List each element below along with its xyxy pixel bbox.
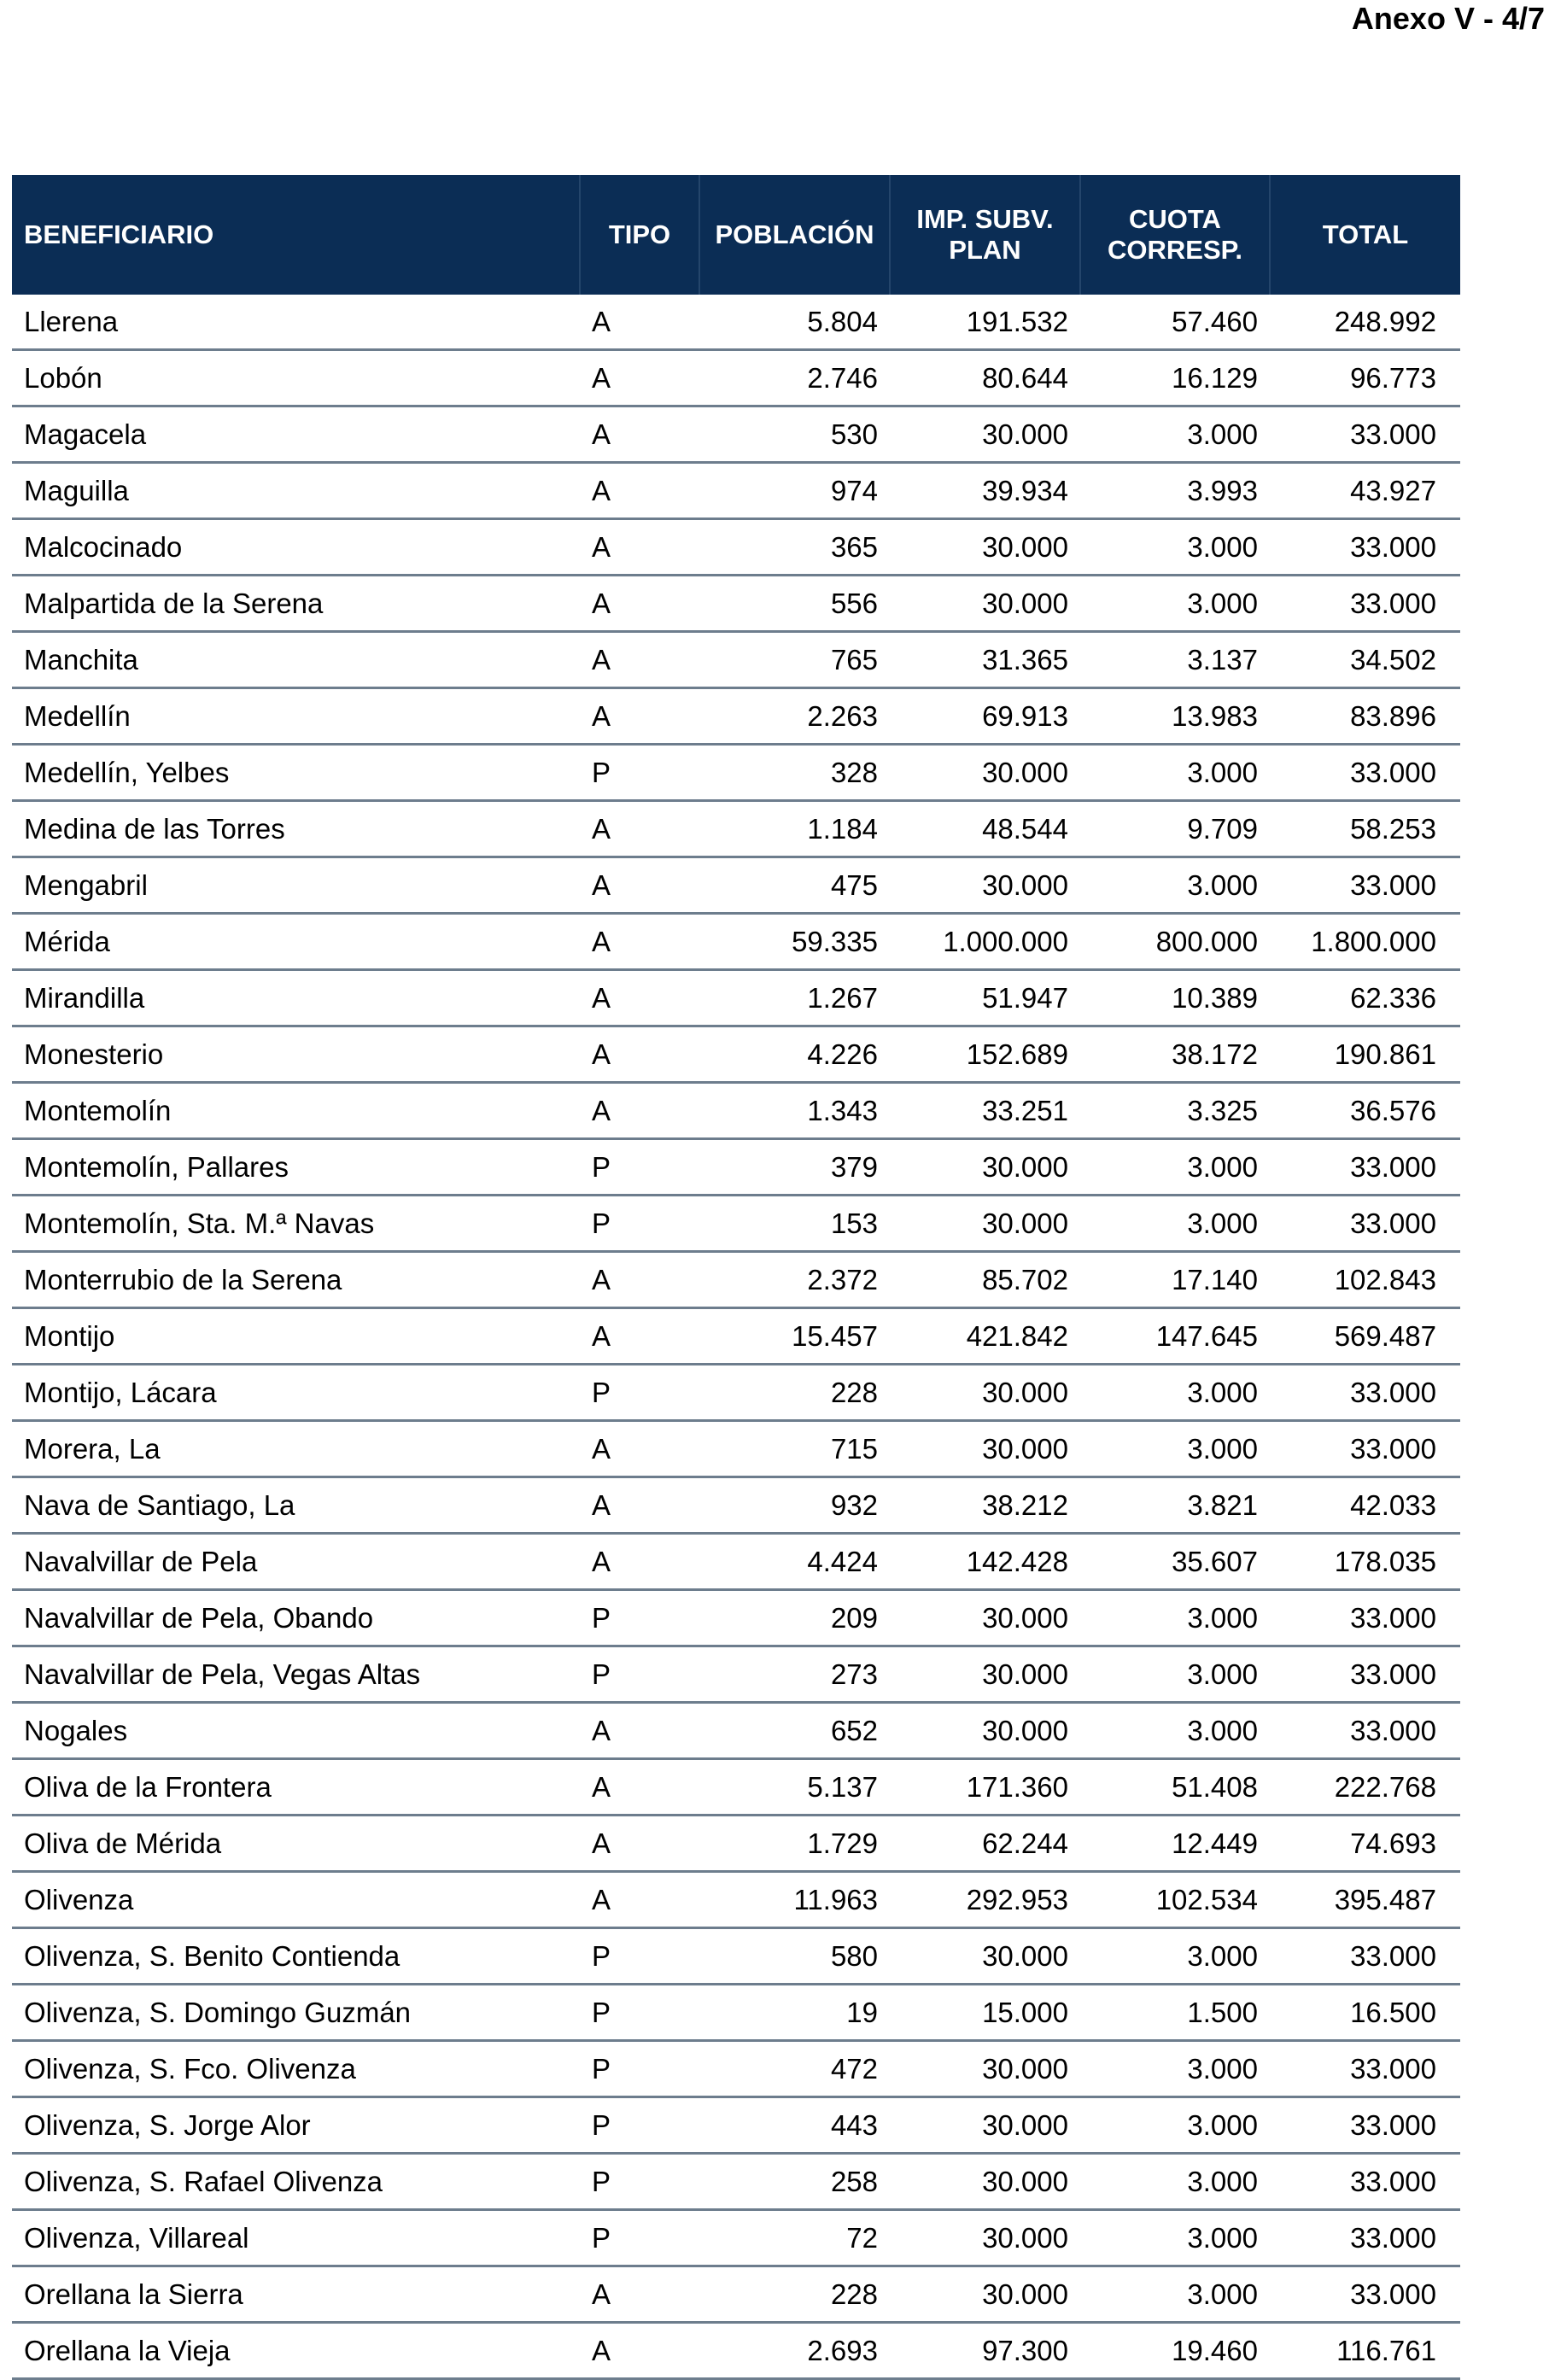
- cell-poblacion: 472: [699, 2041, 890, 2097]
- cell-poblacion: 72: [699, 2210, 890, 2266]
- cell-poblacion: 443: [699, 2097, 890, 2154]
- table-row: [12, 1026, 1460, 1083]
- cell-poblacion: 379: [699, 1139, 890, 1196]
- cell-tipo: A: [580, 463, 699, 519]
- column-header-cuota-line2: CORRESP.: [1108, 235, 1242, 265]
- column-header-imp-line2: PLAN: [949, 235, 1021, 265]
- cell-imp-subv-plan: 421.842: [890, 1308, 1080, 1365]
- page-label: Anexo V - 4/7: [1351, 1, 1545, 36]
- cell-beneficiario: Montemolín, Pallares: [12, 1139, 580, 1196]
- cell-total: 33.000: [1270, 2041, 1460, 2097]
- column-header-beneficiario: BENEFICIARIO: [12, 175, 580, 295]
- cell-total: 33.000: [1270, 745, 1460, 801]
- cell-poblacion: 4.226: [699, 1026, 890, 1083]
- cell-beneficiario: Maguilla: [12, 463, 580, 519]
- cell-imp-subv-plan: 30.000: [890, 2154, 1080, 2210]
- cell-poblacion: 1.184: [699, 801, 890, 857]
- table-row: [12, 1139, 1460, 1196]
- cell-cuota-corresp: 3.821: [1080, 1477, 1270, 1534]
- cell-poblacion: 2.746: [699, 350, 890, 406]
- cell-tipo: A: [580, 519, 699, 576]
- cell-poblacion: 228: [699, 2266, 890, 2323]
- cell-poblacion: 5.804: [699, 295, 890, 350]
- cell-beneficiario: Navalvillar de Pela, Vegas Altas: [12, 1646, 580, 1703]
- cell-cuota-corresp: 17.140: [1080, 1252, 1270, 1308]
- cell-tipo: A: [580, 914, 699, 970]
- cell-imp-subv-plan: 30.000: [890, 2041, 1080, 2097]
- cell-total: 33.000: [1270, 1196, 1460, 1252]
- cell-imp-subv-plan: 30.000: [890, 1703, 1080, 1759]
- cell-total: 58.253: [1270, 801, 1460, 857]
- cell-imp-subv-plan: 171.360: [890, 1759, 1080, 1816]
- cell-poblacion: 974: [699, 463, 890, 519]
- table-row: [12, 2266, 1460, 2323]
- cell-beneficiario: Nogales: [12, 1703, 580, 1759]
- table-row: [12, 463, 1460, 519]
- cell-tipo: P: [580, 2097, 699, 2154]
- cell-beneficiario: Oliva de la Frontera: [12, 1759, 580, 1816]
- cell-beneficiario: Montijo: [12, 1308, 580, 1365]
- cell-total: 36.576: [1270, 1083, 1460, 1139]
- cell-tipo: P: [580, 2041, 699, 2097]
- cell-poblacion: 273: [699, 1646, 890, 1703]
- cell-total: 33.000: [1270, 1421, 1460, 1477]
- cell-cuota-corresp: 3.000: [1080, 1196, 1270, 1252]
- table-row: [12, 576, 1460, 632]
- table-row: [12, 632, 1460, 688]
- column-header-cuota-corresp: [1080, 175, 1270, 295]
- cell-poblacion: 228: [699, 1365, 890, 1421]
- table-row: [12, 295, 1460, 350]
- table-row: [12, 970, 1460, 1026]
- cell-poblacion: 365: [699, 519, 890, 576]
- cell-beneficiario: Medina de las Torres: [12, 801, 580, 857]
- cell-total: 43.927: [1270, 463, 1460, 519]
- cell-poblacion: 475: [699, 857, 890, 914]
- cell-cuota-corresp: 3.000: [1080, 519, 1270, 576]
- cell-tipo: P: [580, 1590, 699, 1646]
- cell-tipo: A: [580, 1759, 699, 1816]
- cell-total: 102.843: [1270, 1252, 1460, 1308]
- cell-cuota-corresp: 3.000: [1080, 406, 1270, 463]
- cell-total: 116.761: [1270, 2323, 1460, 2379]
- cell-tipo: A: [580, 406, 699, 463]
- table-row: [12, 745, 1460, 801]
- table-row: [12, 1928, 1460, 1985]
- table-row: [12, 1083, 1460, 1139]
- table-row: [12, 1534, 1460, 1590]
- cell-beneficiario: Montemolín: [12, 1083, 580, 1139]
- cell-total: 33.000: [1270, 1703, 1460, 1759]
- cell-poblacion: 715: [699, 1421, 890, 1477]
- cell-beneficiario: Navalvillar de Pela: [12, 1534, 580, 1590]
- cell-poblacion: 530: [699, 406, 890, 463]
- cell-beneficiario: Medellín, Yelbes: [12, 745, 580, 801]
- cell-tipo: P: [580, 1928, 699, 1985]
- cell-total: 33.000: [1270, 2154, 1460, 2210]
- cell-beneficiario: Morera, La: [12, 1421, 580, 1477]
- cell-cuota-corresp: 3.000: [1080, 576, 1270, 632]
- cell-total: 569.487: [1270, 1308, 1460, 1365]
- table-row: [12, 1308, 1460, 1365]
- cell-beneficiario: Olivenza, S. Domingo Guzmán: [12, 1985, 580, 2041]
- cell-beneficiario: Mirandilla: [12, 970, 580, 1026]
- cell-total: 33.000: [1270, 576, 1460, 632]
- cell-imp-subv-plan: 30.000: [890, 1421, 1080, 1477]
- cell-poblacion: 556: [699, 576, 890, 632]
- cell-tipo: A: [580, 632, 699, 688]
- cell-beneficiario: Olivenza, S. Rafael Olivenza: [12, 2154, 580, 2210]
- table-row: [12, 1252, 1460, 1308]
- table-body: [12, 295, 1460, 2379]
- cell-imp-subv-plan: 30.000: [890, 519, 1080, 576]
- table-row: [12, 1421, 1460, 1477]
- cell-tipo: P: [580, 1365, 699, 1421]
- cell-imp-subv-plan: 30.000: [890, 2210, 1080, 2266]
- cell-total: 178.035: [1270, 1534, 1460, 1590]
- cell-cuota-corresp: 147.645: [1080, 1308, 1270, 1365]
- cell-total: 96.773: [1270, 350, 1460, 406]
- cell-tipo: A: [580, 801, 699, 857]
- table-row: [12, 2154, 1460, 2210]
- cell-poblacion: 932: [699, 1477, 890, 1534]
- table-row: [12, 1816, 1460, 1872]
- cell-beneficiario: Montijo, Lácara: [12, 1365, 580, 1421]
- column-header-tipo: TIPO: [580, 175, 699, 295]
- cell-poblacion: 5.137: [699, 1759, 890, 1816]
- cell-poblacion: 1.343: [699, 1083, 890, 1139]
- cell-imp-subv-plan: 191.532: [890, 295, 1080, 350]
- cell-total: 1.800.000: [1270, 914, 1460, 970]
- cell-cuota-corresp: 3.000: [1080, 1421, 1270, 1477]
- table-row: [12, 1646, 1460, 1703]
- cell-imp-subv-plan: 292.953: [890, 1872, 1080, 1928]
- cell-beneficiario: Olivenza: [12, 1872, 580, 1928]
- cell-poblacion: 209: [699, 1590, 890, 1646]
- table-row: [12, 801, 1460, 857]
- cell-tipo: A: [580, 1083, 699, 1139]
- table-row: [12, 914, 1460, 970]
- cell-total: 33.000: [1270, 1928, 1460, 1985]
- cell-cuota-corresp: 3.325: [1080, 1083, 1270, 1139]
- cell-tipo: A: [580, 576, 699, 632]
- column-header-poblacion: POBLACIÓN: [699, 175, 890, 295]
- cell-total: 33.000: [1270, 857, 1460, 914]
- cell-imp-subv-plan: 30.000: [890, 745, 1080, 801]
- cell-total: 222.768: [1270, 1759, 1460, 1816]
- cell-tipo: A: [580, 2266, 699, 2323]
- cell-beneficiario: Magacela: [12, 406, 580, 463]
- cell-total: 33.000: [1270, 406, 1460, 463]
- cell-poblacion: 59.335: [699, 914, 890, 970]
- cell-beneficiario: Malcocinado: [12, 519, 580, 576]
- cell-tipo: A: [580, 295, 699, 350]
- cell-cuota-corresp: 3.000: [1080, 2097, 1270, 2154]
- cell-poblacion: 15.457: [699, 1308, 890, 1365]
- cell-beneficiario: Mengabril: [12, 857, 580, 914]
- cell-tipo: A: [580, 1534, 699, 1590]
- cell-beneficiario: Oliva de Mérida: [12, 1816, 580, 1872]
- cell-cuota-corresp: 12.449: [1080, 1816, 1270, 1872]
- cell-beneficiario: Malpartida de la Serena: [12, 576, 580, 632]
- table-row: [12, 1872, 1460, 1928]
- cell-tipo: P: [580, 2210, 699, 2266]
- cell-tipo: A: [580, 1026, 699, 1083]
- cell-poblacion: 1.729: [699, 1816, 890, 1872]
- table-row: [12, 1196, 1460, 1252]
- cell-imp-subv-plan: 30.000: [890, 1646, 1080, 1703]
- cell-cuota-corresp: 3.000: [1080, 857, 1270, 914]
- cell-cuota-corresp: 3.000: [1080, 1139, 1270, 1196]
- cell-poblacion: 153: [699, 1196, 890, 1252]
- cell-beneficiario: Olivenza, S. Benito Contienda: [12, 1928, 580, 1985]
- cell-beneficiario: Orellana la Vieja: [12, 2323, 580, 2379]
- cell-poblacion: 1.267: [699, 970, 890, 1026]
- cell-imp-subv-plan: 51.947: [890, 970, 1080, 1026]
- table-row: [12, 2041, 1460, 2097]
- cell-cuota-corresp: 3.000: [1080, 2041, 1270, 2097]
- cell-cuota-corresp: 10.389: [1080, 970, 1270, 1026]
- cell-cuota-corresp: 3.000: [1080, 745, 1270, 801]
- cell-cuota-corresp: 3.000: [1080, 1703, 1270, 1759]
- cell-total: 33.000: [1270, 1590, 1460, 1646]
- cell-imp-subv-plan: 33.251: [890, 1083, 1080, 1139]
- cell-cuota-corresp: 38.172: [1080, 1026, 1270, 1083]
- table-row: [12, 857, 1460, 914]
- cell-imp-subv-plan: 30.000: [890, 1590, 1080, 1646]
- table-row: [12, 2210, 1460, 2266]
- cell-imp-subv-plan: 69.913: [890, 688, 1080, 745]
- cell-poblacion: 4.424: [699, 1534, 890, 1590]
- beneficiaries-table: [12, 175, 1460, 2380]
- cell-imp-subv-plan: 30.000: [890, 857, 1080, 914]
- cell-poblacion: 258: [699, 2154, 890, 2210]
- cell-total: 83.896: [1270, 688, 1460, 745]
- cell-imp-subv-plan: 62.244: [890, 1816, 1080, 1872]
- table-row: [12, 688, 1460, 745]
- cell-total: 33.000: [1270, 1646, 1460, 1703]
- cell-tipo: P: [580, 1646, 699, 1703]
- column-header-imp-subv-plan: [890, 175, 1080, 295]
- cell-total: 33.000: [1270, 1139, 1460, 1196]
- cell-imp-subv-plan: 30.000: [890, 1928, 1080, 1985]
- cell-cuota-corresp: 3.000: [1080, 1928, 1270, 1985]
- cell-beneficiario: Olivenza, Villareal: [12, 2210, 580, 2266]
- cell-poblacion: 580: [699, 1928, 890, 1985]
- cell-poblacion: 19: [699, 1985, 890, 2041]
- cell-cuota-corresp: 1.500: [1080, 1985, 1270, 2041]
- cell-beneficiario: Llerena: [12, 295, 580, 350]
- table-row: [12, 519, 1460, 576]
- table-header: [12, 175, 1460, 295]
- cell-tipo: A: [580, 970, 699, 1026]
- column-header-imp-line1: IMP. SUBV.: [916, 204, 1054, 234]
- cell-cuota-corresp: 57.460: [1080, 295, 1270, 350]
- table-row: [12, 406, 1460, 463]
- cell-imp-subv-plan: 152.689: [890, 1026, 1080, 1083]
- cell-imp-subv-plan: 30.000: [890, 406, 1080, 463]
- table-row: [12, 350, 1460, 406]
- cell-cuota-corresp: 3.000: [1080, 1590, 1270, 1646]
- cell-cuota-corresp: 16.129: [1080, 350, 1270, 406]
- cell-tipo: P: [580, 1139, 699, 1196]
- cell-tipo: A: [580, 1703, 699, 1759]
- cell-imp-subv-plan: 48.544: [890, 801, 1080, 857]
- cell-beneficiario: Navalvillar de Pela, Obando: [12, 1590, 580, 1646]
- cell-cuota-corresp: 800.000: [1080, 914, 1270, 970]
- cell-poblacion: 2.693: [699, 2323, 890, 2379]
- column-header-cuota-line1: CUOTA: [1129, 204, 1221, 234]
- cell-imp-subv-plan: 85.702: [890, 1252, 1080, 1308]
- cell-total: 33.000: [1270, 2210, 1460, 2266]
- cell-imp-subv-plan: 30.000: [890, 1196, 1080, 1252]
- cell-imp-subv-plan: 142.428: [890, 1534, 1080, 1590]
- cell-beneficiario: Nava de Santiago, La: [12, 1477, 580, 1534]
- cell-poblacion: 2.372: [699, 1252, 890, 1308]
- cell-cuota-corresp: 102.534: [1080, 1872, 1270, 1928]
- cell-imp-subv-plan: 1.000.000: [890, 914, 1080, 970]
- cell-total: 248.992: [1270, 295, 1460, 350]
- cell-beneficiario: Medellín: [12, 688, 580, 745]
- cell-total: 33.000: [1270, 519, 1460, 576]
- cell-beneficiario: Olivenza, S. Jorge Alor: [12, 2097, 580, 2154]
- cell-total: 34.502: [1270, 632, 1460, 688]
- table-row: [12, 1985, 1460, 2041]
- cell-total: 33.000: [1270, 1365, 1460, 1421]
- cell-cuota-corresp: 3.000: [1080, 1646, 1270, 1703]
- cell-total: 16.500: [1270, 1985, 1460, 2041]
- cell-cuota-corresp: 3.000: [1080, 2154, 1270, 2210]
- cell-imp-subv-plan: 15.000: [890, 1985, 1080, 2041]
- cell-tipo: A: [580, 688, 699, 745]
- cell-total: 190.861: [1270, 1026, 1460, 1083]
- cell-cuota-corresp: 9.709: [1080, 801, 1270, 857]
- cell-beneficiario: Monesterio: [12, 1026, 580, 1083]
- table-row: [12, 1703, 1460, 1759]
- cell-imp-subv-plan: 30.000: [890, 576, 1080, 632]
- cell-imp-subv-plan: 30.000: [890, 1365, 1080, 1421]
- cell-total: 33.000: [1270, 2266, 1460, 2323]
- table-row: [12, 2097, 1460, 2154]
- cell-tipo: P: [580, 1985, 699, 2041]
- cell-tipo: P: [580, 2154, 699, 2210]
- cell-beneficiario: Lobón: [12, 350, 580, 406]
- cell-beneficiario: Montemolín, Sta. M.ª Navas: [12, 1196, 580, 1252]
- cell-imp-subv-plan: 97.300: [890, 2323, 1080, 2379]
- cell-cuota-corresp: 13.983: [1080, 688, 1270, 745]
- cell-cuota-corresp: 3.000: [1080, 2210, 1270, 2266]
- table-row: [12, 1477, 1460, 1534]
- table-row: [12, 1759, 1460, 1816]
- cell-imp-subv-plan: 39.934: [890, 463, 1080, 519]
- cell-cuota-corresp: 51.408: [1080, 1759, 1270, 1816]
- cell-imp-subv-plan: 30.000: [890, 2097, 1080, 2154]
- cell-tipo: A: [580, 1421, 699, 1477]
- cell-beneficiario: Olivenza, S. Fco. Olivenza: [12, 2041, 580, 2097]
- cell-tipo: A: [580, 1477, 699, 1534]
- cell-tipo: A: [580, 350, 699, 406]
- cell-total: 42.033: [1270, 1477, 1460, 1534]
- cell-cuota-corresp: 3.000: [1080, 2266, 1270, 2323]
- cell-cuota-corresp: 3.000: [1080, 1365, 1270, 1421]
- cell-tipo: A: [580, 857, 699, 914]
- cell-beneficiario: Orellana la Sierra: [12, 2266, 580, 2323]
- cell-cuota-corresp: 3.137: [1080, 632, 1270, 688]
- table-row: [12, 1365, 1460, 1421]
- cell-tipo: A: [580, 1872, 699, 1928]
- cell-tipo: A: [580, 1308, 699, 1365]
- cell-poblacion: 328: [699, 745, 890, 801]
- cell-beneficiario: Manchita: [12, 632, 580, 688]
- cell-poblacion: 11.963: [699, 1872, 890, 1928]
- cell-total: 62.336: [1270, 970, 1460, 1026]
- cell-imp-subv-plan: 80.644: [890, 350, 1080, 406]
- cell-poblacion: 652: [699, 1703, 890, 1759]
- column-header-total: TOTAL: [1270, 175, 1460, 295]
- cell-total: 74.693: [1270, 1816, 1460, 1872]
- cell-tipo: A: [580, 1816, 699, 1872]
- cell-imp-subv-plan: 31.365: [890, 632, 1080, 688]
- cell-poblacion: 2.263: [699, 688, 890, 745]
- cell-poblacion: 765: [699, 632, 890, 688]
- table-row: [12, 1590, 1460, 1646]
- cell-cuota-corresp: 19.460: [1080, 2323, 1270, 2379]
- cell-imp-subv-plan: 30.000: [890, 2266, 1080, 2323]
- cell-beneficiario: Monterrubio de la Serena: [12, 1252, 580, 1308]
- cell-tipo: P: [580, 745, 699, 801]
- cell-beneficiario: Mérida: [12, 914, 580, 970]
- cell-tipo: A: [580, 1252, 699, 1308]
- cell-cuota-corresp: 3.993: [1080, 463, 1270, 519]
- cell-cuota-corresp: 35.607: [1080, 1534, 1270, 1590]
- cell-total: 395.487: [1270, 1872, 1460, 1928]
- cell-total: 33.000: [1270, 2097, 1460, 2154]
- cell-imp-subv-plan: 38.212: [890, 1477, 1080, 1534]
- cell-imp-subv-plan: 30.000: [890, 1139, 1080, 1196]
- cell-tipo: P: [580, 1196, 699, 1252]
- cell-tipo: A: [580, 2323, 699, 2379]
